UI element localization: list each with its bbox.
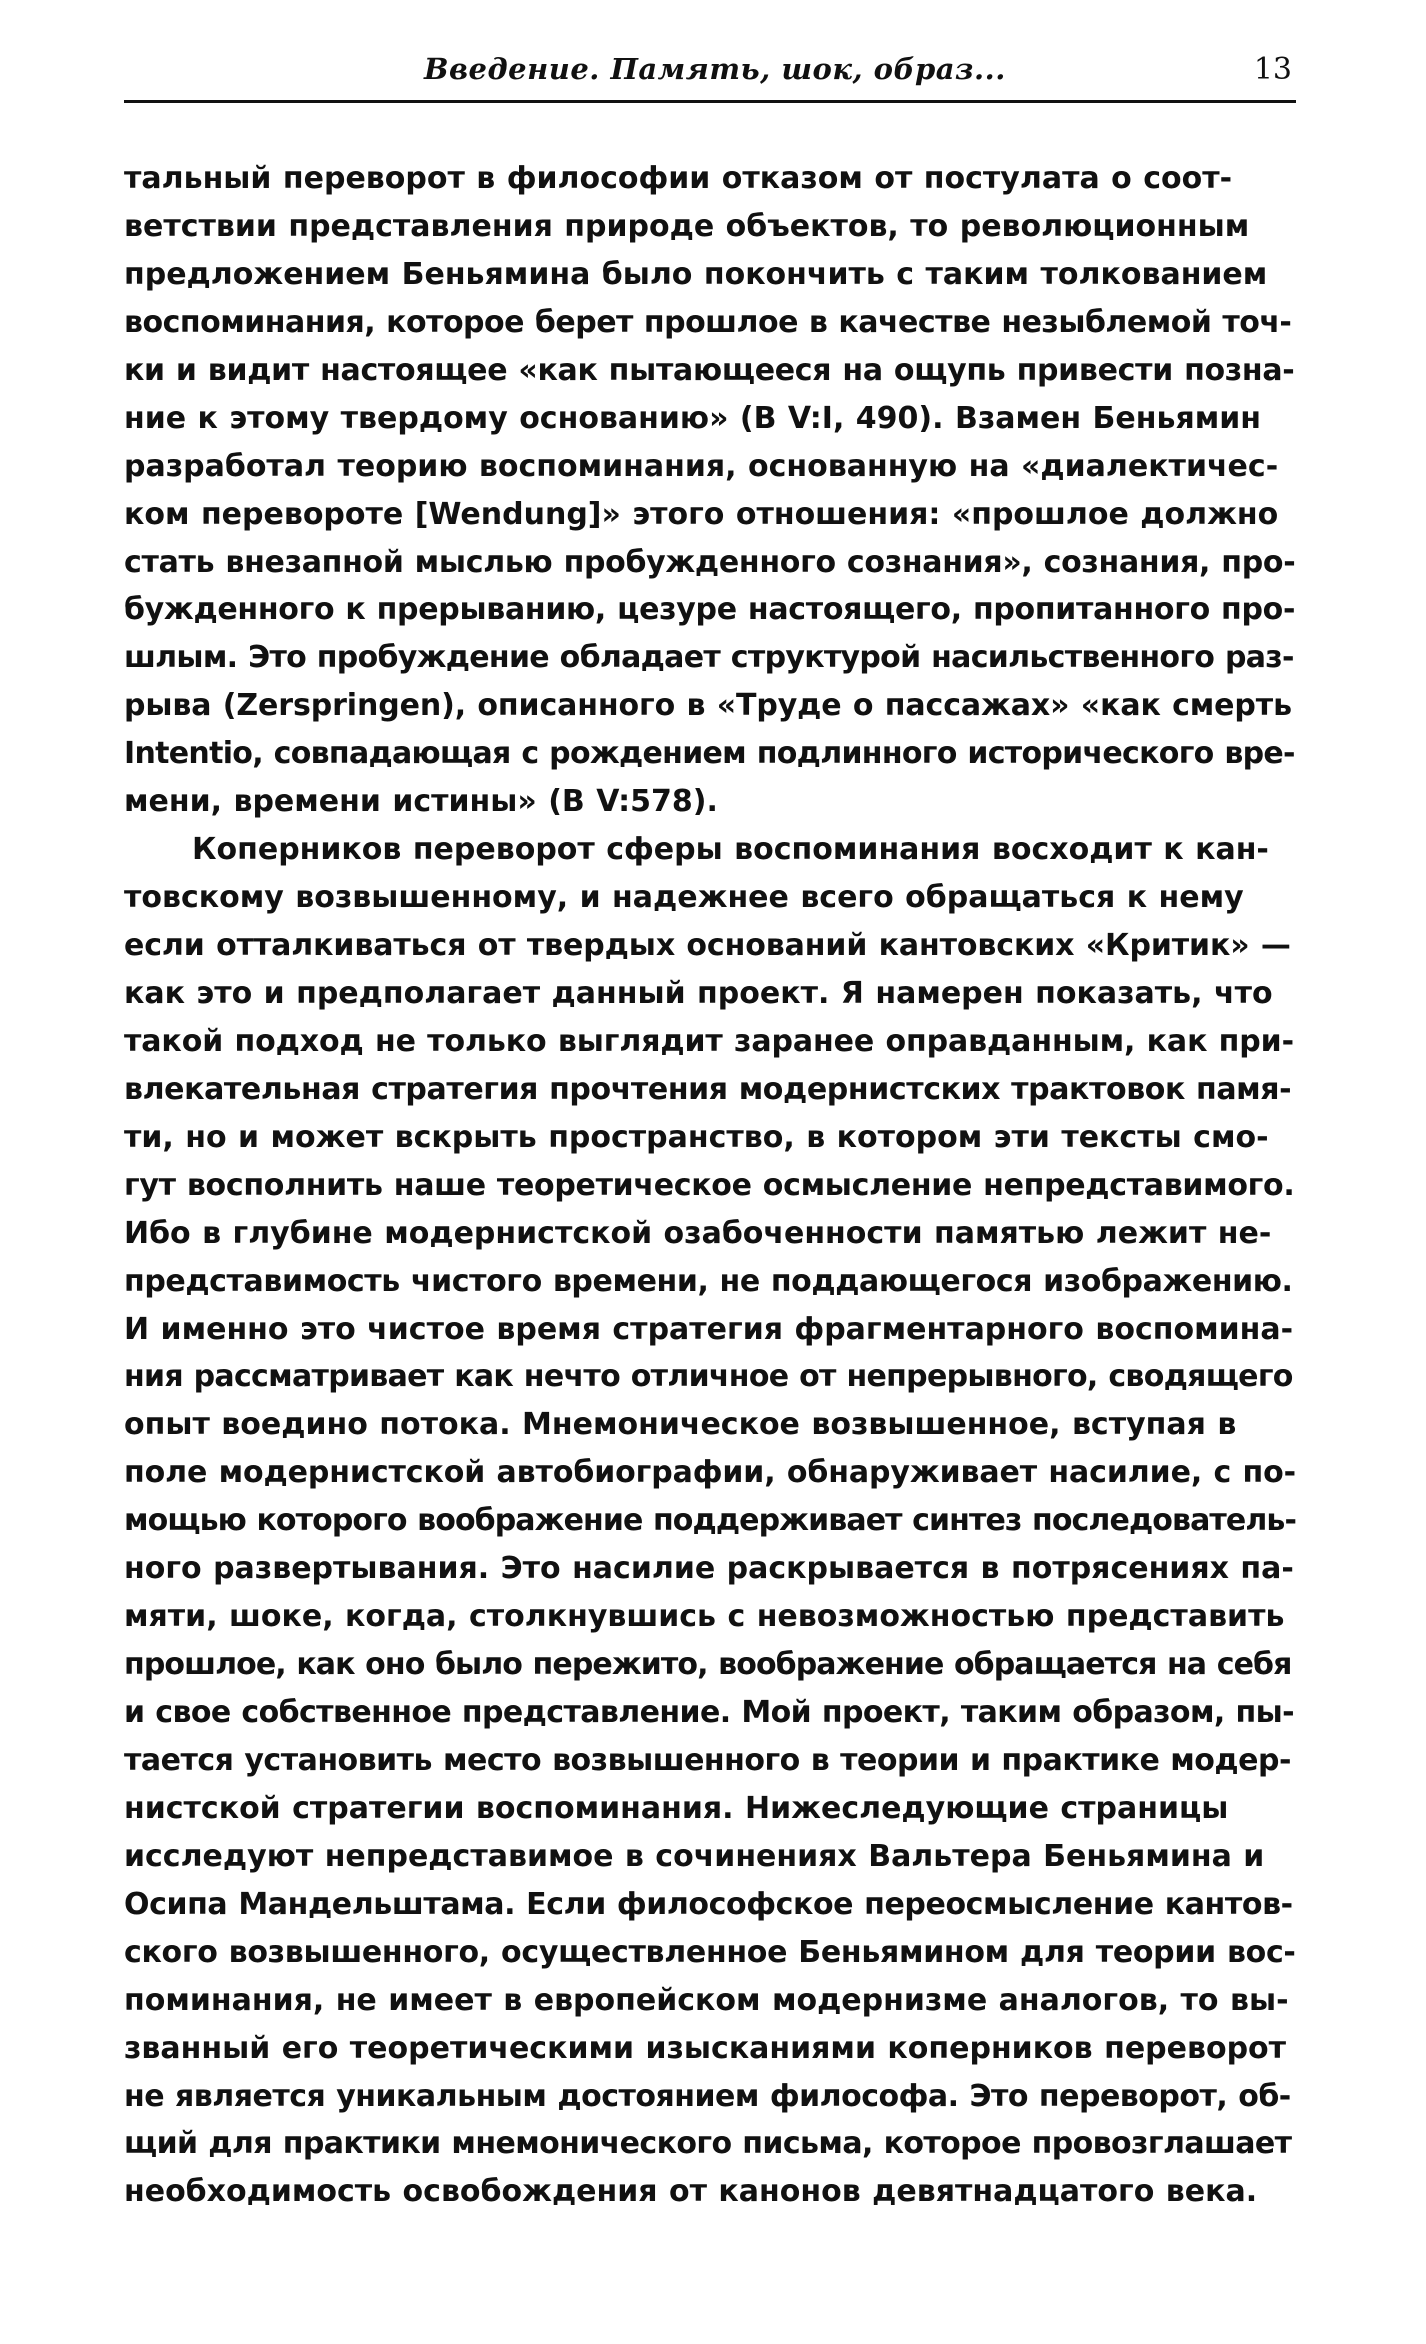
text-line: И именно это чистое время стратегия фрагментарного воспомина- [124, 1311, 1294, 1347]
text-line: поминания, не имеет в европейском модернизме аналогов, то вы- [124, 1982, 1289, 2018]
text-line: Intentio, совпадающая с рождением подлинного исторического вре- [124, 736, 1295, 772]
text-line: влекательная стратегия прочтения модернистских трактовок памя- [124, 1071, 1292, 1107]
text-line: ние к этому твердому основанию» (B V:I, 490). Взамен Беньямин [124, 400, 1261, 436]
body-text [124, 155, 1296, 2216]
text-line: воспоминания, которое берет прошлое в качестве незыблемой точ- [124, 304, 1292, 340]
text-line: мощью которого воображение поддерживает синтез последователь- [124, 1503, 1296, 1539]
text-line: разработал теорию воспоминания, основанную на «диалектичес- [124, 448, 1279, 484]
text-line: гут восполнить наше теоретическое осмысление непредставимого. [124, 1167, 1295, 1203]
text-line: Ибо в глубине модернистской озабоченности памятью лежит не- [124, 1215, 1272, 1251]
text-line: мяти, шоке, когда, столкнувшись с невозможностью представить [124, 1599, 1285, 1635]
text-line: тальный переворот в философии отказом от постулата о соот- [124, 161, 1233, 196]
text-line: ного развертывания. Это насилие раскрывается в потрясениях па- [124, 1551, 1294, 1587]
page-number: 13 [1253, 52, 1292, 87]
text-line: ком перевороте [Wendung]» этого отношения: «прошлое должно [124, 496, 1279, 532]
text-line: и свое собственное представление. Мой проект, таким образом, пы- [124, 1695, 1295, 1730]
text-line: такой подход не только выглядит заранее оправданным, как при- [124, 1023, 1294, 1059]
running-title: Введение. Память, шок, образ... [424, 52, 1006, 86]
text-line: Осипа Мандельштама. Если философское переосмысление кантов- [124, 1886, 1293, 1922]
text-line: стать внезапной мыслью пробужденного сознания», сознания, про- [124, 544, 1296, 580]
text-line: представимость чистого времени, не поддающегося изображению. [124, 1263, 1293, 1299]
text-line: не является уникальным достоянием философа. Это переворот, об- [124, 2078, 1291, 2114]
text-line: предложением Беньямина было покончить с таким толкованием [124, 256, 1268, 292]
text-line: товскому возвышенному, и надежнее всего обращаться к нему [124, 880, 1244, 916]
text-line: ветствии представления природе объектов, то революционным [124, 208, 1250, 244]
text-line: если отталкиваться от твердых оснований кантовских «Критик» — [124, 928, 1291, 963]
text-line: рыва (Zerspringen), описанного в «Труде о пассажах» «как смерть [124, 688, 1292, 724]
text-line: званный его теоретическими изысканиями коперников переворот [124, 2030, 1287, 2066]
text-line: тается установить место возвышенного в теории и практике модер- [124, 1742, 1291, 1778]
text-line: поле модернистской автобиографии, обнаруживает насилие, с по- [124, 1455, 1296, 1491]
text-line: ти, но и может вскрыть пространство, в котором эти тексты смо- [124, 1119, 1269, 1155]
running-header [124, 50, 1296, 103]
text-line: бужденного к прерыванию, цезуре настоящего, пропитанного про- [124, 592, 1296, 628]
paragraph-first-line: Коперников переворот сферы воспоминания восходит к кан- [192, 832, 1269, 868]
text-line: исследуют непредставимое в сочинениях Вальтера Беньямина и [124, 1838, 1265, 1874]
text-line: необходимость освобождения от канонов девятнадцатого века. [124, 2174, 1258, 2210]
text-line: как это и предполагает данный проект. Я намерен показать, что [124, 975, 1273, 1011]
text-line: ки и видит настоящее «как пытающееся на ощупь привести позна- [124, 352, 1295, 388]
text-line: прошлое, как оно было пережито, воображение обращается на себя [124, 1647, 1292, 1683]
text-line: опыт воедино потока. Мнемоническое возвышенное, вступая в [124, 1407, 1237, 1443]
text-line: ния рассматривает как нечто отличное от непрерывного, сводящего [124, 1359, 1293, 1395]
text-line: щий для практики мнемонического письма, которое провозглашает [124, 2126, 1292, 2162]
text-line: мени, времени истины» (B V:578). [124, 784, 718, 820]
text-line: нистской стратегии воспоминания. Нижеследующие страницы [124, 1790, 1229, 1826]
text-line: ского возвышенного, осуществленное Беньямином для теории вос- [124, 1934, 1296, 1970]
text-line: шлым. Это пробуждение обладает структурой насильственного раз- [124, 640, 1294, 676]
